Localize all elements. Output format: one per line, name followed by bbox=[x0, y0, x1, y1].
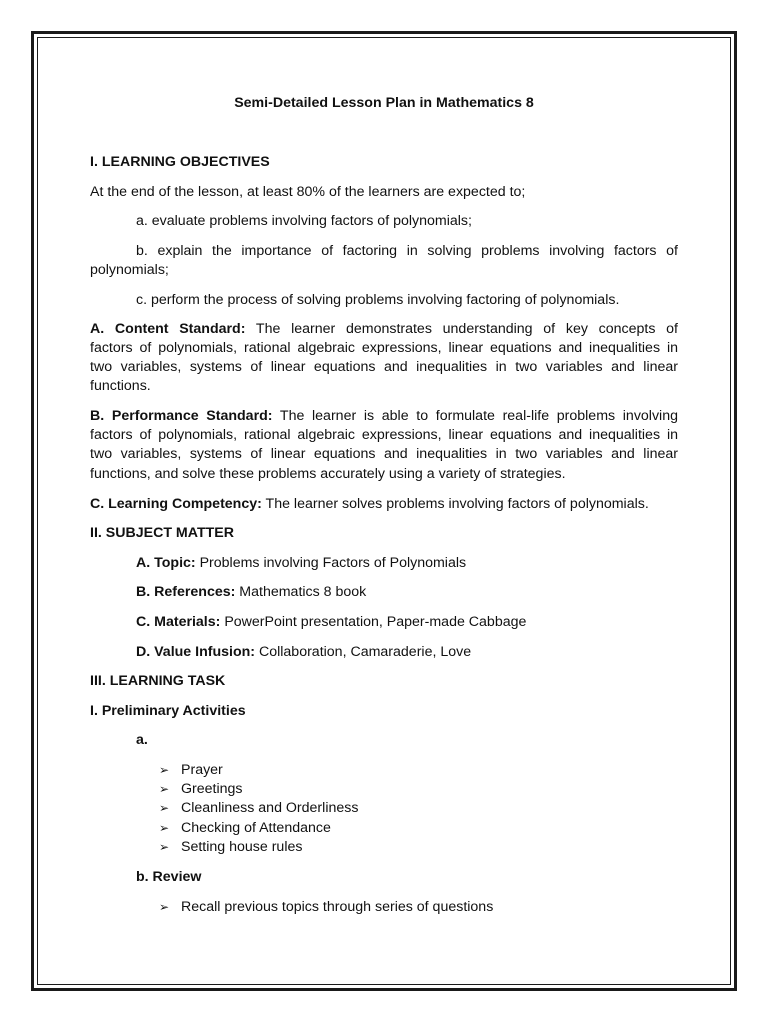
subsection-b-review: b. Review bbox=[136, 869, 202, 885]
content-standard-line3: two variables, systems of linear equations and inequalities in two variables and linear bbox=[90, 359, 678, 375]
performance-standard-line2: factors of polynomials, rational algebraic expressions, linear equations and inequalities in bbox=[90, 427, 678, 443]
arrow-bullet-icon: ➢ bbox=[159, 840, 170, 854]
content-standard-line4: functions. bbox=[90, 378, 151, 394]
document-title: Semi-Detailed Lesson Plan in Mathematics 8 bbox=[234, 95, 534, 111]
arrow-bullet-icon: ➢ bbox=[159, 763, 170, 777]
list-item: ➢ Cleanliness and Orderliness bbox=[159, 800, 359, 816]
learning-competency-text: The learner solves problems involving factors of polynomials. bbox=[261, 496, 649, 512]
content-standard-line2: factors of polynomials, rational algebraic expressions, linear equations and inequalities in bbox=[90, 340, 678, 356]
learning-competency bbox=[90, 495, 649, 514]
arrow-bullet-icon: ➢ bbox=[159, 821, 170, 835]
list-item: ➢ Greetings bbox=[159, 781, 243, 797]
content-standard-label: A. Content Standard: bbox=[90, 321, 246, 337]
learning-competency-label: C. Learning Competency: bbox=[90, 496, 262, 512]
materials bbox=[136, 613, 526, 632]
objectives-intro: At the end of the lesson, at least 80% of the learners are expected to; bbox=[90, 184, 526, 200]
heading-preliminary-activities: I. Preliminary Activities bbox=[90, 703, 246, 719]
objective-a: a. evaluate problems involving factors of polynomials; bbox=[136, 213, 472, 229]
topic bbox=[136, 554, 466, 573]
list-item: ➢ Prayer bbox=[159, 762, 223, 778]
value-infusion-label: D. Value Infusion: bbox=[136, 644, 256, 660]
arrow-bullet-icon: ➢ bbox=[159, 801, 170, 815]
heading-learning-objectives: I. LEARNING OBJECTIVES bbox=[90, 154, 270, 170]
performance-standard-line1 bbox=[90, 407, 678, 426]
value-infusion-text: Collaboration, Camaraderie, Love bbox=[255, 644, 472, 660]
topic-text: Problems involving Factors of Polynomials bbox=[195, 555, 467, 571]
references-text: Mathematics 8 book bbox=[235, 584, 367, 600]
list-item: ➢ Checking of Attendance bbox=[159, 820, 331, 836]
topic-label: A. Topic: bbox=[136, 555, 196, 571]
objective-b-line1: b. explain the importance of factoring in solving problems involving factors of bbox=[136, 243, 678, 259]
performance-standard-label: B. Performance Standard: bbox=[90, 408, 273, 424]
materials-text: PowerPoint presentation, Paper-made Cabbage bbox=[220, 614, 527, 630]
heading-subject-matter: II. SUBJECT MATTER bbox=[90, 525, 234, 541]
materials-label: C. Materials: bbox=[136, 614, 221, 630]
list-item: ➢ Setting house rules bbox=[159, 839, 303, 855]
heading-learning-task: III. LEARNING TASK bbox=[90, 673, 226, 689]
list-item: ➢ Recall previous topics through series of questions bbox=[159, 899, 494, 915]
performance-standard-text: The learner is able to formulate real-life problems involving bbox=[272, 408, 678, 424]
objective-b-line2: polynomials; bbox=[90, 262, 169, 278]
arrow-bullet-icon: ➢ bbox=[159, 782, 170, 796]
content-standard-line1 bbox=[90, 320, 678, 339]
references bbox=[136, 583, 366, 602]
arrow-bullet-icon: ➢ bbox=[159, 900, 170, 914]
objective-c: c. perform the process of solving problems involving factoring of polynomials. bbox=[136, 292, 620, 308]
content-standard-text: The learner demonstrates understanding of key concepts of bbox=[245, 321, 678, 337]
performance-standard-line3: two variables, systems of linear equations and inequalities in two variables and linear bbox=[90, 446, 678, 462]
performance-standard-line4: functions, and solve these problems accurately using a variety of strategies. bbox=[90, 466, 566, 482]
subsection-a-label: a. bbox=[136, 732, 148, 748]
value-infusion bbox=[136, 643, 471, 662]
references-label: B. References: bbox=[136, 584, 236, 600]
